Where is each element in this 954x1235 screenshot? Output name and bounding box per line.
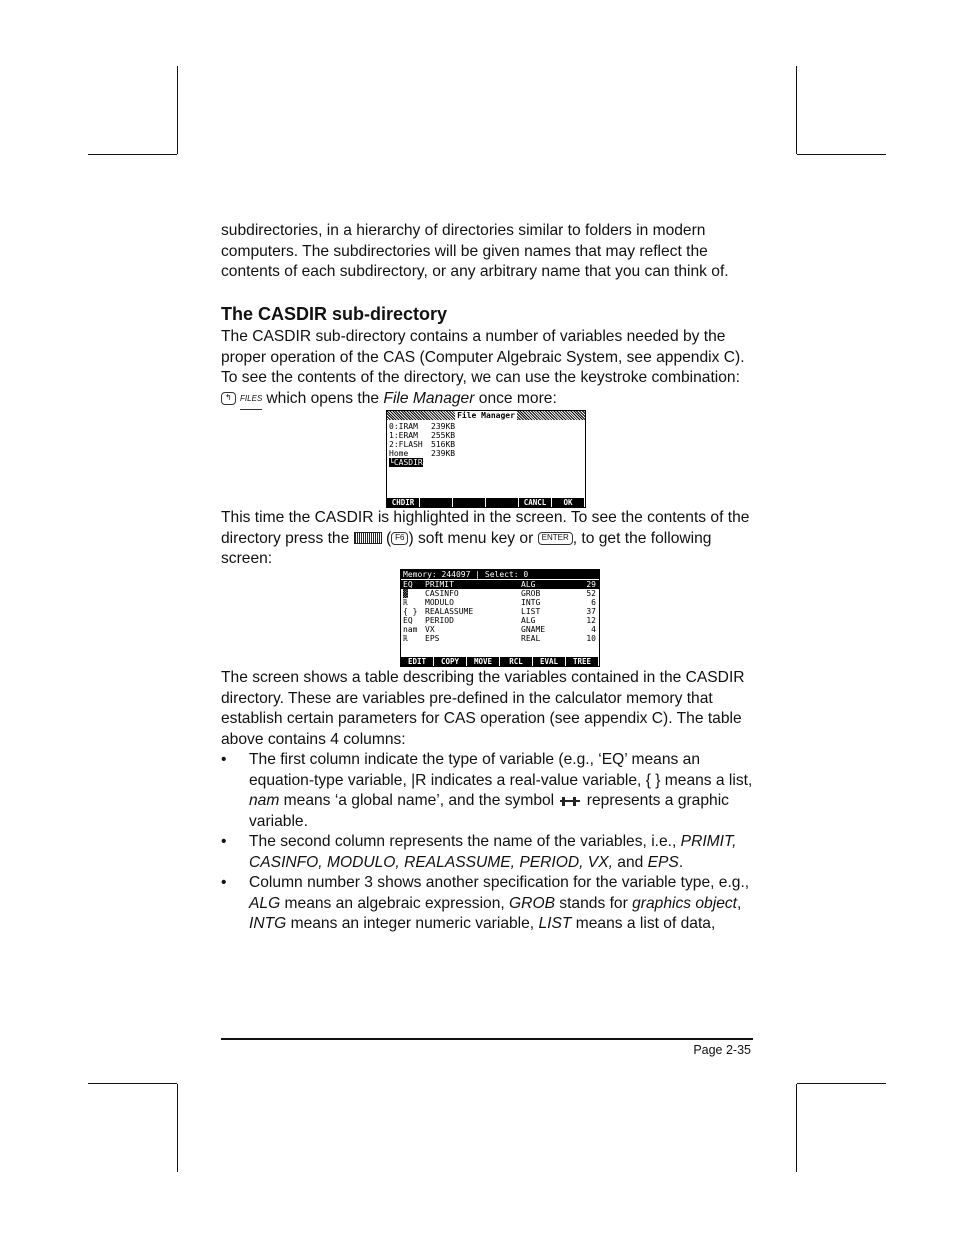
- bullet-first-column: [249, 750, 755, 832]
- file-manager-title: File Manager: [457, 411, 515, 420]
- variable-size: 12: [586, 616, 596, 625]
- bullet-marker: •: [221, 751, 227, 768]
- bullet-text: .: [678, 853, 684, 871]
- bullet-text: means an integer numeric variable,: [286, 915, 539, 933]
- eps-term: EPS: [647, 853, 679, 871]
- file-manager-screen: [386, 410, 586, 508]
- variable-kind: ALG: [521, 616, 536, 625]
- variable-type: ▓: [403, 589, 408, 598]
- variable-type: nam: [403, 625, 418, 634]
- softkey-blank[interactable]: [486, 498, 519, 507]
- variable-name: CASINFO: [425, 589, 459, 598]
- softkey-cancl[interactable]: CANCL: [519, 498, 552, 507]
- files-key-icon: FILES: [240, 389, 262, 411]
- ok-softkey-icon: [354, 532, 382, 544]
- variable-row[interactable]: [401, 616, 599, 625]
- row-name: Home: [389, 449, 409, 458]
- alg-term: ALG: [249, 894, 281, 912]
- variable-size: 52: [586, 589, 596, 598]
- intro-paragraph: subdirectories, in a hierarchy of directories similar to folders in modern computers. The subdirectories will be given names that may reflect the contents of each subdirectory, or any arbitrary name that you can think of.: [221, 222, 729, 281]
- variable-type: EQ: [403, 580, 413, 589]
- left-shift-key-icon: ↰: [221, 392, 236, 405]
- highlighted-text-1: This time the CASDIR is highlighted in the screen. To see the contents of the directory press the: [221, 509, 750, 547]
- f6-key-icon: F6: [391, 532, 408, 545]
- file-manager-row: [389, 449, 408, 458]
- softkey-blank[interactable]: [453, 498, 486, 507]
- file-manager-row-size: [431, 422, 455, 431]
- row-size: 255KB: [431, 431, 456, 440]
- softkey-ok[interactable]: OK: [552, 498, 585, 507]
- variable-type: ℝ: [403, 598, 408, 607]
- casdir-variables-screen: [400, 569, 600, 667]
- bullet-text: stands for: [554, 894, 633, 912]
- crop-mark: [88, 154, 177, 155]
- bullet-third-column: [249, 873, 755, 935]
- grob-symbol-icon: [558, 796, 582, 807]
- softkey-tree[interactable]: TREE: [566, 657, 599, 666]
- variable-row[interactable]: [401, 625, 599, 634]
- table-paragraph: The screen shows a table describing the variables contained in the CASDIR directory. These are variables pre-defined in the calculator memory that establish certain parameters for CAS operation (see appendix C). The table above contains 4 columns:: [221, 669, 745, 748]
- variable-row[interactable]: [401, 589, 599, 598]
- variable-name: PERIOD: [425, 616, 454, 625]
- memory-header: Memory: 244097 | Select: 0: [401, 570, 599, 579]
- crop-mark: [797, 154, 886, 155]
- variable-kind: GROB: [521, 589, 541, 598]
- casdir-after-keys: which opens the: [262, 389, 384, 407]
- crop-mark: [797, 1083, 886, 1084]
- page-number: Page 2-35: [693, 1043, 751, 1057]
- variable-name: EPS: [425, 634, 440, 643]
- variable-name: MODULO: [425, 598, 454, 607]
- file-manager-softmenu: [387, 498, 585, 507]
- bullet-text: The first column indicate the type of variable (e.g., ‘EQ’ means an equation-type variable, |R indicates a real-value variable, { } means a list,: [249, 751, 753, 789]
- row-name: 0:IRAM: [389, 422, 418, 431]
- crop-mark: [88, 1083, 177, 1084]
- crop-mark: [177, 66, 178, 154]
- bullet-text: Column number 3 shows another specification for the variable type, e.g.,: [249, 874, 750, 891]
- graphics-object-term: graphics object: [632, 894, 737, 912]
- casdir-paragraph: [221, 327, 753, 410]
- file-manager-selected-row[interactable]: └CASDIR: [389, 458, 423, 467]
- variable-size: 37: [586, 607, 596, 616]
- open-paren: (: [381, 529, 392, 547]
- bullet-text: The second column represents the name of the variables, i.e.,: [249, 833, 681, 850]
- crop-mark: [177, 1084, 178, 1172]
- variable-size: 6: [591, 598, 596, 607]
- highlighted-text-3: , to get the following screen:: [221, 529, 712, 568]
- enter-key-icon: ENTER: [538, 532, 573, 545]
- softkey-copy[interactable]: COPY: [434, 657, 467, 666]
- softkey-move[interactable]: MOVE: [467, 657, 500, 666]
- softkey-edit[interactable]: EDIT: [401, 657, 434, 666]
- row-size: 239KB: [431, 449, 456, 458]
- crop-mark: [796, 66, 797, 154]
- file-manager-row: [389, 440, 423, 449]
- variable-row[interactable]: [401, 580, 599, 589]
- file-manager-row: [389, 431, 418, 440]
- variable-name: REALASSUME: [425, 607, 474, 616]
- variable-row[interactable]: [401, 634, 599, 643]
- softkey-chdir[interactable]: CHDIR: [387, 498, 420, 507]
- casdir-once-more: once more:: [474, 389, 557, 407]
- variable-type: EQ: [403, 616, 413, 625]
- variable-type: { }: [403, 607, 418, 616]
- crop-mark: [796, 1084, 797, 1172]
- bullet-marker: •: [221, 874, 227, 891]
- variable-size: 4: [591, 625, 596, 634]
- bullet-text: and: [612, 853, 648, 871]
- casdir-text: The CASDIR sub-directory contains a number of variables needed by the proper operation of the CAS (Computer Algebraic System, see appendix C). To see the contents of the directory, we can use the keystroke combination:: [221, 328, 745, 387]
- row-size: 239KB: [431, 422, 456, 431]
- softkey-rcl[interactable]: RCL: [500, 657, 533, 666]
- bullet-text: represents a graphic variable.: [249, 792, 729, 830]
- variable-kind: ALG: [521, 580, 536, 589]
- list-term: LIST: [538, 915, 572, 933]
- softkey-blank[interactable]: [420, 498, 453, 507]
- variable-kind: LIST: [521, 607, 541, 616]
- bullet-text: ,: [737, 894, 742, 912]
- bullet-text: means ‘a global name’, and the symbol: [279, 792, 559, 810]
- file-manager-row-size: [431, 449, 455, 458]
- row-name: 1:ERAM: [389, 431, 418, 440]
- highlighted-text-2: ) soft menu key or: [408, 529, 538, 547]
- casdir-softmenu: [401, 657, 599, 666]
- file-manager-term: File Manager: [383, 389, 475, 407]
- grob-term: GROB: [509, 894, 555, 912]
- variable-names: PRIMIT, CASINFO, MODULO, REALASSUME, PERIOD, VX,: [249, 833, 737, 871]
- softkey-eval[interactable]: EVAL: [533, 657, 566, 666]
- file-manager-row-size: [431, 440, 455, 449]
- intg-term: INTG: [249, 915, 287, 933]
- file-manager-row: [389, 422, 418, 431]
- variable-name: VX: [425, 625, 435, 634]
- variable-row[interactable]: [401, 598, 599, 607]
- variable-kind: INTG: [521, 598, 541, 607]
- variable-row[interactable]: [401, 607, 599, 616]
- row-size: 516KB: [431, 440, 456, 449]
- highlighted-paragraph: [221, 508, 753, 570]
- row-name: 2:FLASH: [389, 440, 423, 449]
- variable-kind: GNAME: [521, 625, 546, 634]
- bullet-text: means an algebraic expression,: [280, 894, 510, 912]
- section-heading: The CASDIR sub-directory: [221, 304, 448, 324]
- footer-rule: [221, 1038, 753, 1040]
- variable-type: ℝ: [403, 634, 408, 643]
- variable-name: PRIMIT: [425, 580, 454, 589]
- variable-size: 10: [586, 634, 596, 643]
- file-manager-row-size: [431, 431, 455, 440]
- variable-size: 29: [586, 580, 596, 589]
- nam-term: nam: [249, 792, 280, 810]
- bullet-second-column: [249, 832, 755, 873]
- bullet-text: means a list of data,: [571, 915, 716, 933]
- bullet-marker: •: [221, 833, 227, 850]
- variable-kind: REAL: [521, 634, 541, 643]
- file-manager-titlebar: [387, 411, 585, 420]
